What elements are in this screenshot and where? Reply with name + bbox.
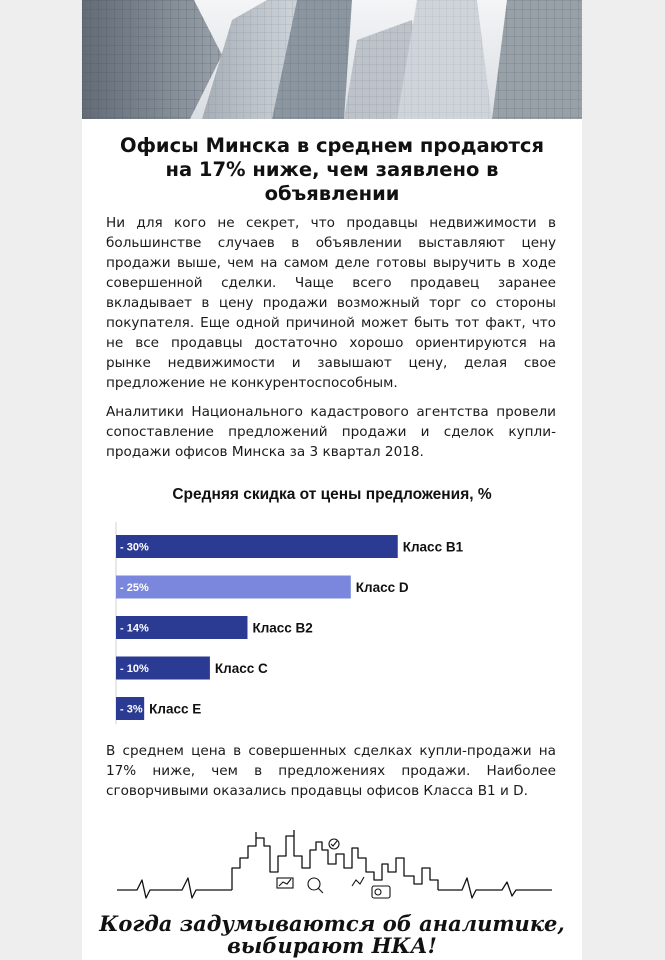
bar-category-label: Класс Е bbox=[149, 701, 202, 717]
slogan-line1: Когда задумываются об аналитике, bbox=[99, 911, 565, 936]
bar-1 bbox=[116, 535, 398, 558]
bar-value-label: - 10% bbox=[120, 663, 149, 675]
bar-value-label: - 3% bbox=[120, 703, 143, 716]
heartbeat-line bbox=[117, 878, 232, 898]
bar-category-label: Класс В2 bbox=[252, 620, 313, 636]
bar-category-label: Класс С bbox=[214, 661, 268, 676]
bar-category-label: Класс D bbox=[355, 580, 409, 595]
bar-2 bbox=[116, 576, 351, 599]
bar-value-label: - 30% bbox=[120, 541, 149, 554]
heartbeat-line-right bbox=[438, 878, 552, 898]
city-skyline-logo bbox=[82, 828, 582, 913]
article-title: Офисы Минска в среднем продаются на 17% ниже, чем заявлено в объявлении bbox=[120, 134, 544, 205]
conclusion-paragraph: В среднем цена в совершенных сделках купли-продажи на 17% ниже, чем в предложениях продажи. Наиболее сговорчивыми оказались продавцы офисов Класса В1 и D. bbox=[106, 743, 556, 799]
method-paragraph: Аналитики Национального кадастрового агентства провели сопоставление предложений продажи и сделок купли-продажи офисов Минска за 3 квартал 2018. bbox=[106, 404, 556, 460]
article-card bbox=[82, 0, 582, 960]
chart-title: Средняя скидка от цены предложения, % bbox=[172, 486, 492, 503]
bar-value-label: - 14% bbox=[120, 622, 149, 635]
discount-bar-chart bbox=[82, 518, 582, 730]
slogan-line2: выбирают НКА! bbox=[227, 933, 437, 958]
bar-category-label: Класс В1 bbox=[402, 539, 464, 555]
skyscrapers-image bbox=[82, 0, 582, 119]
hero-image bbox=[82, 0, 582, 119]
bar-value-label: - 25% bbox=[120, 582, 149, 594]
intro-paragraph: Ни для кого не секрет, что продавцы недвижимости в большинстве случаев в объявлении выставляют цену продажи выше, чем на самом деле готовы выручить в ходе совершенной сделки. Чаще всего продавец заранее вкладывает в цену продажи возможный торг со стороны покупателя. Еще одной причиной может быть тот факт, что не все продавцы достаточно хорошо ориентируются на рынке недвижимости и завышают цену, делая свое предложение не конкурентоспособным. bbox=[106, 215, 556, 391]
